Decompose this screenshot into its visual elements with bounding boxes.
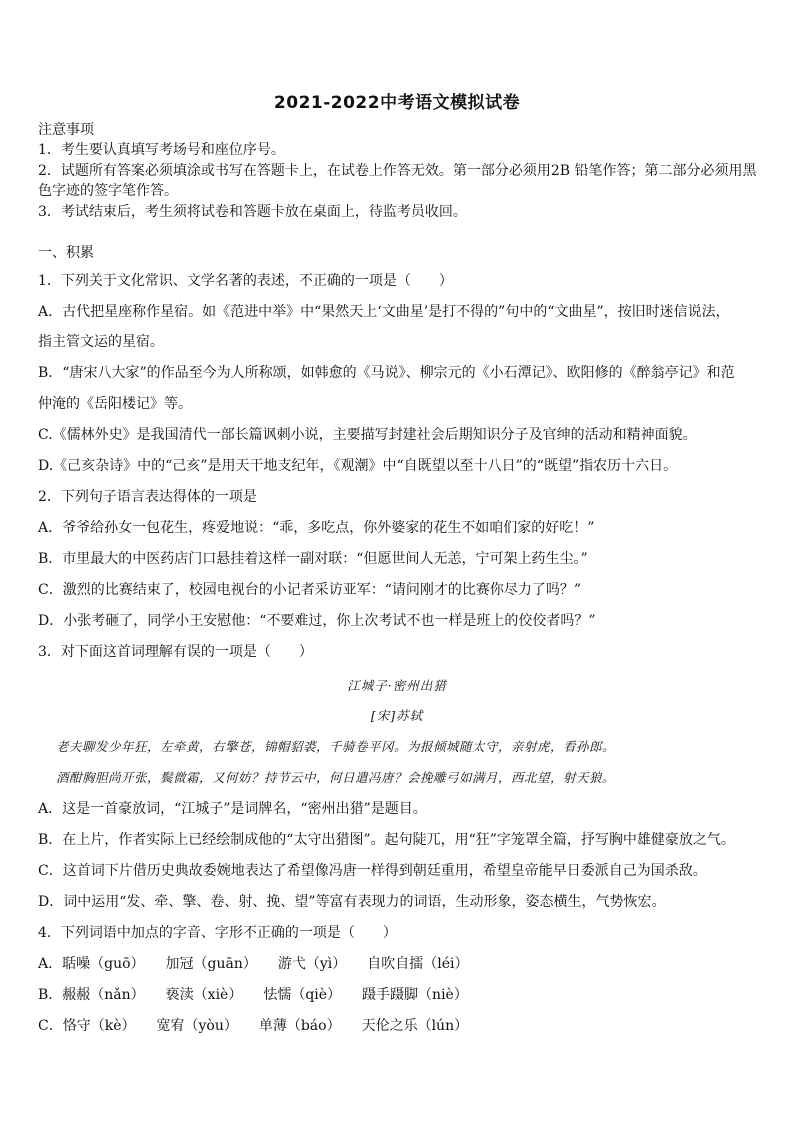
section-heading: 一、积累 xyxy=(38,245,94,261)
question-1-stem: 1．下列关于文化常识、文学名著的表述，不正确的一项是（ ） xyxy=(38,273,453,289)
question-1-option-a-cont: 指主管文运的星宿。 xyxy=(38,334,164,350)
notice-item-1: 1．考生要认真填写考场号和座位序号。 xyxy=(38,142,285,158)
notice-item-3: 3．考试结束后，考生须将试卷和答题卡放在桌面上，待监考员收回。 xyxy=(38,204,467,220)
question-2-option-b: B．市里最大的中医药店门口悬挂着这样一副对联：“但愿世间人无恙，宁可架上药生尘。” xyxy=(38,551,588,567)
poem-line-2: 酒酣胸胆尚开张，鬓微霜，又何妨？持节云中，何日遣冯唐？会挽雕弓如满月，西北望，射天狼。 xyxy=(56,770,616,785)
question-3-option-b: B．在上片，作者实际上已经绘制成他的“太守出猎图”。起句陡兀，用“狂”字笼罩全篇，抒写胸中雄健豪放之气。 xyxy=(38,832,735,848)
question-3-stem: 3．对下面这首词理解有误的一项是（ ） xyxy=(38,644,313,660)
question-4-option-b: B．赧赧（nǎn） 亵渎（xiè） 怯懦（qiè） 蹑手蹑脚（niè） xyxy=(38,987,468,1003)
page-title: 2021-2022中考语文模拟试卷 xyxy=(273,93,521,113)
question-2-option-d: D．小张考砸了，同学小王安慰他：“不要难过，你上次考试不也一样是班上的佼佼者吗？” xyxy=(38,613,596,629)
poem-title: 江城子·密州出猎 xyxy=(347,678,447,693)
question-1-option-a: A．古代把星座称作星宿。如《范进中举》中“果然天上‘文曲星’是打不得的”句中的“文曲星”，按旧时迷信说法， xyxy=(38,304,730,320)
question-2-option-c: C．激烈的比赛结束了，校园电视台的小记者采访亚军：“请问刚才的比赛你尽力了吗？” xyxy=(38,582,582,598)
question-2-option-a: A．爷爷给孙女一包花生，疼爱地说：“乖，多吃点，你外婆家的花生不如咱们家的好吃！” xyxy=(38,520,595,536)
notice-item-2-cont: 色字迹的签字笔作答。 xyxy=(38,183,178,199)
question-3-option-c: C．这首词下片借历史典故委婉地表达了希望像冯唐一样得到朝廷重用，希望皇帝能早日委派自己为国杀敌。 xyxy=(38,863,707,879)
question-3-option-d: D．词中运用“发、牵、擎、卷、射、挽、望”等富有表现力的词语，生动形象，姿态横生，气势恢宏。 xyxy=(38,894,666,910)
question-2-stem: 2．下列句子语言表达得体的一项是 xyxy=(38,489,257,505)
question-4-option-a: A．聒噪（guō） 加冠（guān） 游弋（yì） 自吹自擂（léi） xyxy=(38,956,469,972)
question-3-option-a: A．这是一首豪放词，“江城子”是词牌名，“密州出猎”是题目。 xyxy=(38,801,427,817)
question-4-option-c: C．恪守（kè） 宽宥（yòu） 单薄（báo） 天伦之乐（lún） xyxy=(38,1018,469,1034)
poem-line-1: 老夫聊发少年狂，左牵黄，右擎苍，锦帽貂裘，千骑卷平冈。为报倾城随太守，亲射虎，看孙郎。 xyxy=(56,739,616,754)
notice-heading: 注意事项 xyxy=(38,122,94,138)
question-1-option-b-cont: 仲淹的《岳阳楼记》等。 xyxy=(38,396,192,412)
question-1-option-b: B．“唐宋八大家”的作品至今为人所称颂，如韩愈的《马说》、柳宗元的《小石潭记》、欧阳修的《醉翁亭记》和范 xyxy=(38,365,735,381)
poem-author: [宋]苏轼 xyxy=(370,708,424,723)
notice-item-2: 2．试题所有答案必须填涂或书写在答题卡上，在试卷上作答无效。第一部分必须用2B 铅笔作答；第二部分必须用黑 xyxy=(38,163,757,179)
question-4-stem: 4．下列词语中加点的字音、字形不正确的一项是（ ） xyxy=(38,925,397,941)
question-1-option-c: C.《儒林外史》是我国清代一部长篇讽刺小说，主要描写封建社会后期知识分子及官绅的活动和精神面貌。 xyxy=(38,427,697,443)
question-1-option-d: D.《己亥杂诗》中的“己亥”是用天干地支纪年，《观潮》中“自既望以至十八日”的“既望”指农历十六日。 xyxy=(38,458,678,474)
